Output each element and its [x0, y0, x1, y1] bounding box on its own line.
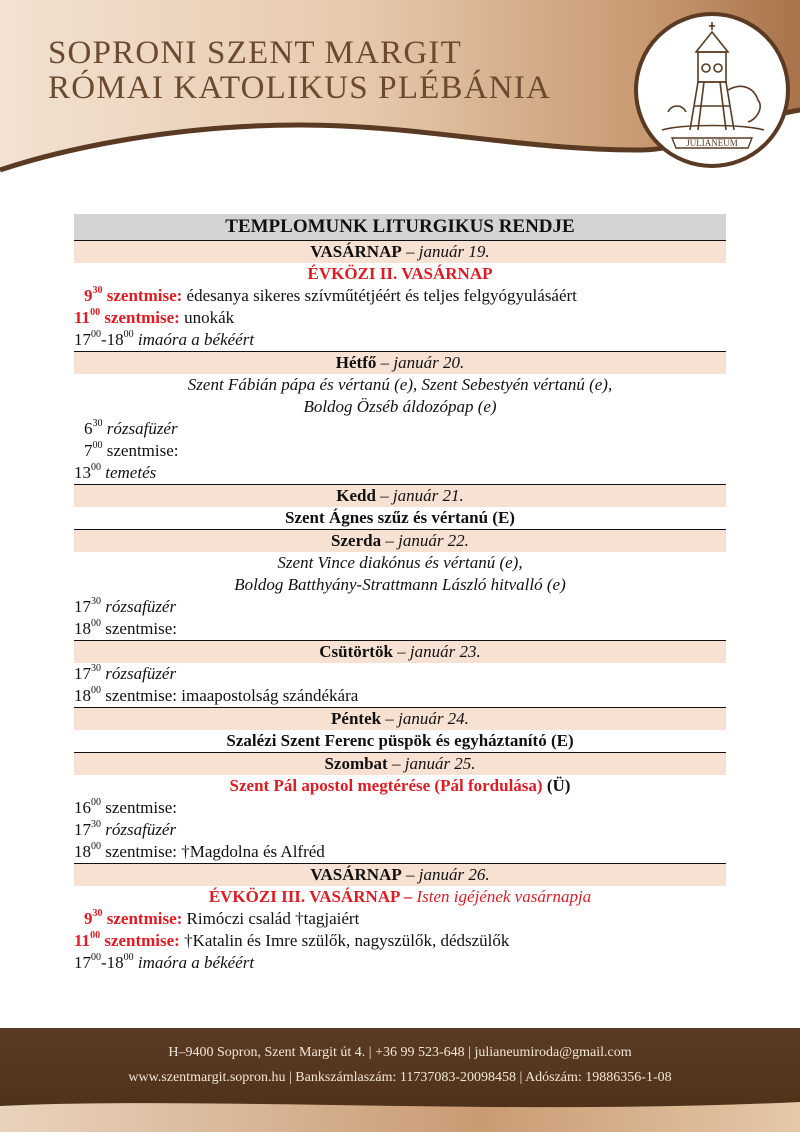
- day-date: – január 20.: [376, 353, 465, 372]
- day-date: – január 25.: [387, 754, 476, 773]
- mass-entry: $11^{00}$ szentmise: †Katalin és Imre szülők, nagyszülők, dédszülők: [74, 930, 510, 950]
- day-header-saturday: [74, 752, 726, 775]
- day-name: Péntek: [331, 709, 382, 728]
- feast-title: Szent Ágnes szűz és vértanú (E): [285, 508, 515, 527]
- schedule-title: TEMPLOMUNK LITURGIKUS RENDJE: [74, 214, 726, 240]
- mass-entry: $11^{00}$ szentmise: unokák: [74, 307, 235, 327]
- feast-title: ÉVKÖZI III. VASÁRNAP – Isten igéjének vasárnapja: [208, 887, 592, 906]
- feast-title: Szalézi Szent Ferenc püspök és egyháztanító (E): [226, 731, 574, 750]
- day-date: – január 22.: [381, 531, 469, 550]
- feast-line: Szent Vince diakónus és vértanú (e),: [277, 553, 523, 572]
- liturgy-schedule: [74, 214, 726, 974]
- day-name: VASÁRNAP: [310, 865, 402, 884]
- schedule-entry: $18^{00}$ szentmise: †Magdolna és Alfréd: [74, 841, 325, 861]
- schedule-entry: $13^{00}$ temetés: [74, 462, 157, 482]
- schedule-entry: $18^{00}$ szentmise:: [74, 618, 178, 638]
- mass-entry: $9^{30}$ szentmise: édesanya sikeres szívműtétjéért és teljes felgyógyulásáért: [84, 285, 577, 305]
- day-name: Csütörtök: [319, 642, 393, 661]
- parish-title-line-2: RÓMAI KATOLIKUS PLÉBÁNIA: [48, 70, 552, 106]
- day-name: Kedd: [336, 486, 376, 505]
- mass-entry: $9^{30}$ szentmise: Rimóczi család †tagjaiért: [84, 908, 360, 928]
- day-header-thursday: [74, 640, 726, 663]
- day-header-tuesday: [74, 484, 726, 507]
- schedule-entry: $6^{30}$ rózsafüzér: [84, 418, 178, 438]
- schedule-entry: $17^{30}$ rózsafüzér: [74, 663, 177, 683]
- prayer-entry: $17^{00}-18^{00}$ imaóra a békéért: [74, 952, 255, 972]
- feast-line: Boldog Batthyány-Strattmann László hitvalló (e): [234, 575, 566, 594]
- feast-line: Szent Fábián pápa és vértanú (e), Szent Sebestyén vértanú (e),: [187, 375, 613, 394]
- day-date: – január 23.: [392, 642, 481, 661]
- day-date: – január 24.: [381, 709, 469, 728]
- parish-title: [48, 36, 551, 106]
- prayer-entry: $17^{00}-18^{00}$ imaóra a békéért: [74, 329, 255, 349]
- day-date: – január 26.: [401, 865, 490, 884]
- day-name: Szombat: [324, 754, 388, 773]
- julianeum-logo: [632, 12, 792, 172]
- day-name: Hétfő: [335, 353, 377, 372]
- day-header-wednesday: [74, 529, 726, 552]
- feast-line: Boldog Özséb áldozópap (e): [303, 397, 497, 416]
- schedule-entry: $17^{30}$ rózsafüzér: [74, 819, 177, 839]
- day-header-sunday-19: [74, 240, 726, 263]
- logo-text: JULIANEUM: [686, 138, 738, 148]
- footer-contact: H–9400 Sopron, Szent Margit út 4. | +36 99 523-648 | julianeumiroda@gmail.com: [168, 1045, 632, 1060]
- day-header-friday: [74, 707, 726, 730]
- schedule-entry: $18^{00}$ szentmise: imaapostolság szándékára: [74, 685, 359, 705]
- day-name: Szerda: [331, 531, 382, 550]
- day-header-monday: [74, 351, 726, 374]
- schedule-entry: $16^{00}$ szentmise:: [74, 797, 178, 817]
- feast-title: Szent Pál apostol megtérése (Pál fordulása) (Ü): [229, 776, 571, 795]
- footer-bank-info: www.szentmargit.sopron.hu | Bankszámlaszám: 11737083-20098458 | Adószám: 19886356-1-08: [128, 1070, 672, 1085]
- schedule-entry: $17^{30}$ rózsafüzér: [74, 596, 177, 616]
- parish-title-line-1: SOPRONI SZENT MARGIT: [48, 35, 462, 71]
- feast-title: ÉVKÖZI II. VASÁRNAP: [307, 264, 493, 283]
- day-name: VASÁRNAP: [310, 242, 402, 261]
- day-date: – január 19.: [401, 242, 490, 261]
- schedule-entry: $7^{00}$ szentmise:: [84, 440, 179, 460]
- day-date: – január 21.: [375, 486, 464, 505]
- footer-wave: [0, 1098, 800, 1132]
- day-header-sunday-26: [74, 863, 726, 886]
